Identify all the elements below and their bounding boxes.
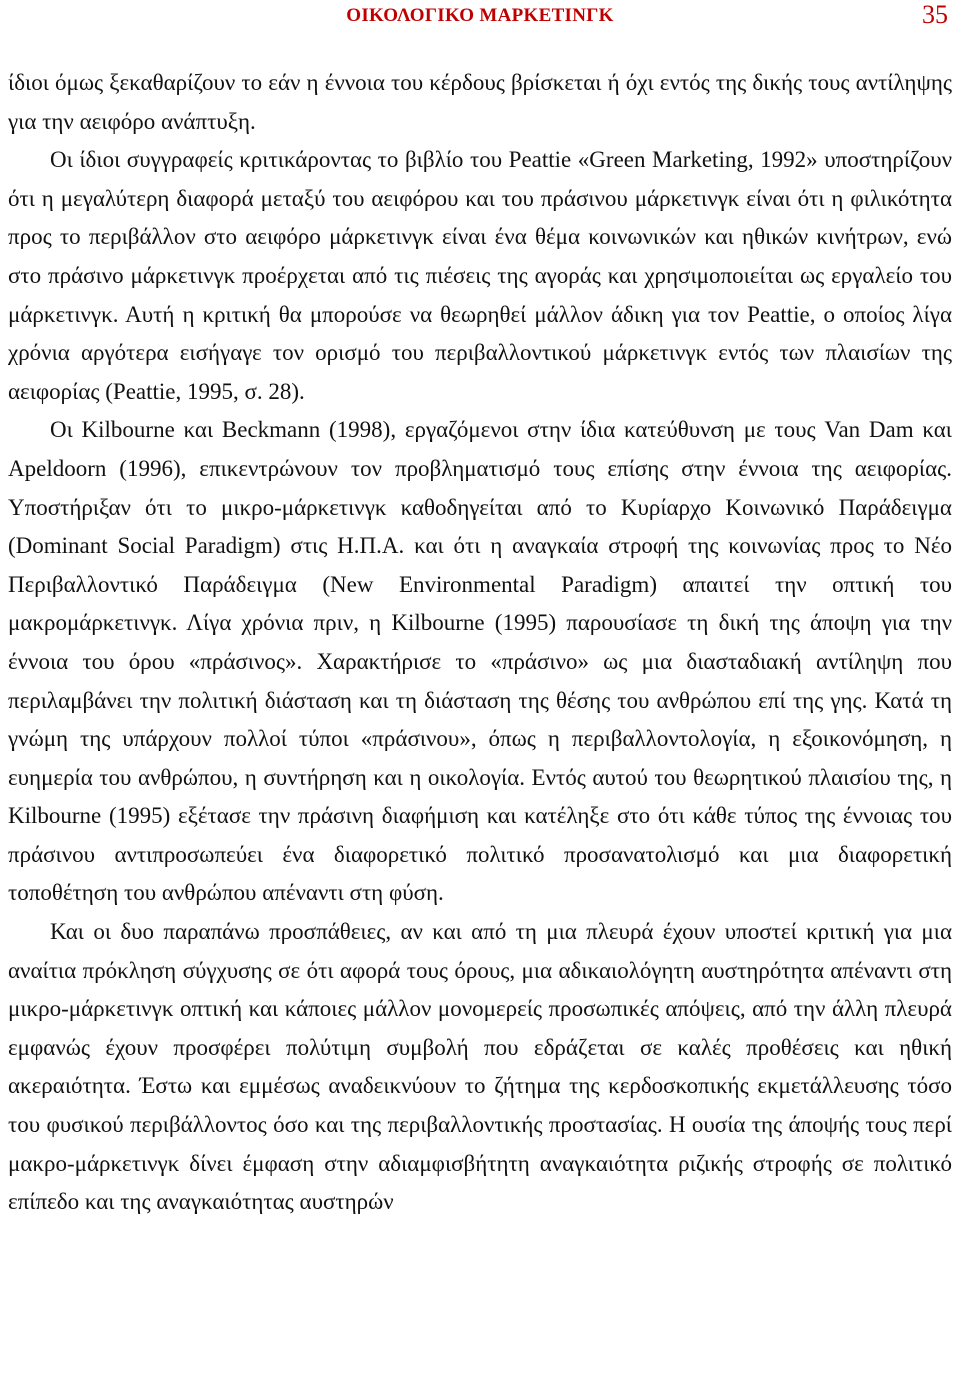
paragraph: Οι Kilbourne και Beckmann (1998), εργαζόμενοι στην ίδια κατεύθυνση με τους Van Dam και Apeldoorn (1996), επικεντρώνουν τον προβληματισμό τους επίσης στην έννοια της αειφορίας. Υποστήριξαν ότι το μικρο-μάρκετινγκ καθοδηγείται από το Κυρίαρχο Κοινωνικό Παράδειγμα (Dominant Social Paradigm) στις Η.Π.Α. και ότι η αναγκαία στροφή της κοινωνίας προς το Νέο Περιβαλλοντικό Παράδειγμα (New Environmental Paradigm) απαιτεί την οπτική του μακρομάρκετινγκ. Λίγα χρόνια πριν, η Kilbourne (1995) παρουσίασε τη δική της άποψη για την έννοια του όρου «πράσινος». Χαρακτήρισε το «πράσινο» ως μια διασταδιακή αντίληψη που περιλαμβάνει την πολιτική διάσταση και τη διάσταση της θέσης του ανθρώπου επί της γης. Κατά τη γνώμη της υπάρχουν πολλοί τύποι «πράσινου», όπως η περιβαλλοντολογία, η εξοικονόμηση, η ευημερία του ανθρώπου, η συντήρηση και η οικολογία. Εντός αυτού του θεωρητικού πλαισίου της, η Kilbourne (1995) εξέτασε την πράσινη διαφήμιση και κατέληξε στο ότι κάθε τύπος της έννοιας του πράσινου αντιπροσωπεύει ένα διαφορετικό πολιτικό προσανατολισμό και μια διαφορετική τοποθέτηση του ανθρώπου απέναντι στη φύση. [8, 417, 952, 906]
body-text [8, 64, 952, 1222]
running-header [8, 0, 952, 40]
paragraph: ίδιοι όμως ξεκαθαρίζουν το εάν η έννοια του κέρδους βρίσκεται ή όχι εντός της δικής τους αντίληψης για την αειφόρο ανάπτυξη. [8, 70, 952, 134]
page-number: 35 [922, 0, 948, 29]
running-header-title: ΟΙΚΟΛΟΓΙΚΟ ΜΑΡΚΕΤΙΝΓΚ [346, 5, 614, 26]
paragraph: Οι ίδιοι συγγραφείς κριτικάροντας το βιβλίο του Peattie «Green Marketing, 1992» υποστηρίζουν ότι η μεγαλύτερη διαφορά μεταξύ του αειφόρου και του πράσινου μάρκετινγκ είναι ότι η φιλικότητα προς το περιβάλλον στο αειφόρο μάρκετινγκ είναι ένα θέμα κοινωνικών και ηθικών κινήτρων, ενώ στο πράσινο μάρκετινγκ προέρχεται από τις πιέσεις της αγοράς και χρησιμοποιείται ως εργαλείο του μάρκετινγκ. Αυτή η κριτική θα μπορούσε να θεωρηθεί μάλλον άδικη για τον Peattie, ο οποίος λίγα χρόνια αργότερα εισήγαγε τον ορισμό του περιβαλλοντικού μάρκετινγκ εντός των πλαισίων της αειφορίας (Peattie, 1995, σ. 28). [8, 147, 952, 404]
paragraph: Και οι δυο παραπάνω προσπάθειες, αν και από τη μια πλευρά έχουν υποστεί κριτική για μια αναίτια πρόκληση σύγχυσης σε ότι αφορά τους όρους, μια αδικαιολόγητη αυστηρότητα απέναντι στη μικρο-μάρκετινγκ οπτική και κάποιες μάλλον μονομερείς προσωπικές απόψεις, από την άλλη πλευρά εμφανώς έχουν προσφέρει πολύτιμη συμβολή που εδράζεται σε καλές προθέσεις και ηθική ακεραιότητα. Έστω και εμμέσως αναδεικνύουν το ζήτημα της κερδοσκοπικής εκμετάλλευσης τόσο του φυσικού περιβάλλοντος όσο και της περιβαλλοντικής προστασίας. Η ουσία της άποψής τους περί μακρο-μάρκετινγκ δίνει έμφαση στην αδιαμφισβήτητη αναγκαιότητα ριζικής στροφής σε πολιτικό επίπεδο και της αναγκαιότητας αυστηρών [8, 919, 952, 1215]
